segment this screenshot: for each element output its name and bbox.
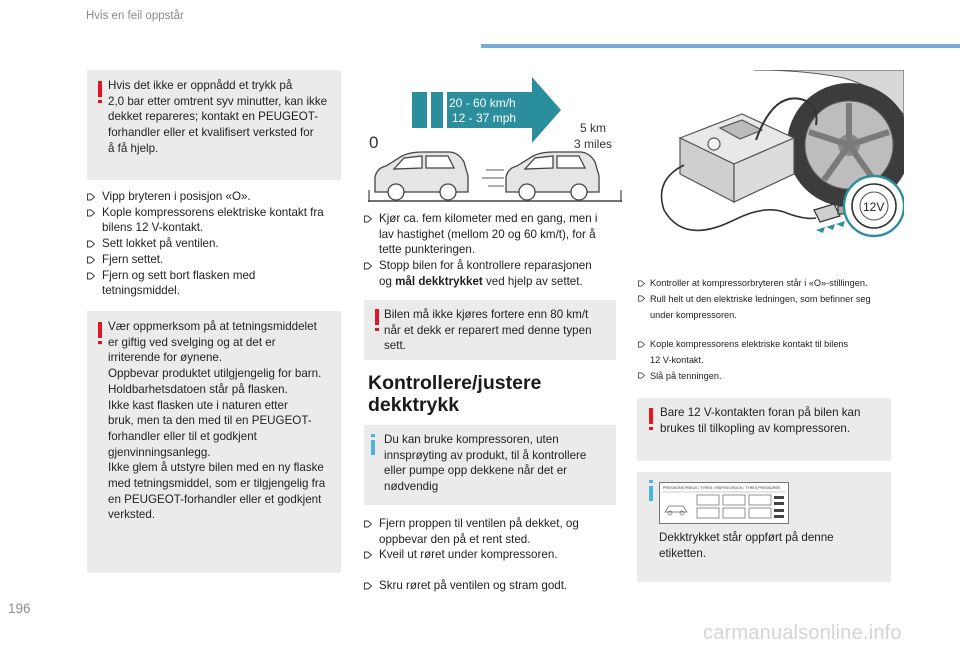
speed-stripe-1 [412, 92, 427, 128]
bullet-arrow-icon [638, 341, 645, 348]
text-line: Hvis det ikke er oppnådd et trykk på [108, 79, 293, 92]
speed-lines-icon [482, 170, 504, 186]
step-line: Slå på tenningen. [650, 370, 722, 381]
text-line: irriterende for øynene. [108, 351, 223, 365]
info-label-text [659, 530, 834, 561]
start-label: 0 [369, 133, 379, 152]
step-line: Fjern settet. [102, 252, 164, 266]
text-line: innsprøyting av produkt, til å kontrollere [384, 448, 587, 462]
valve-steps-list [364, 516, 579, 563]
screw-steps-list [364, 578, 567, 594]
text-line: med tetningsmiddel, som er tilgjengelig fra [108, 477, 326, 491]
text-line: forhandler eller til et godkjent [108, 429, 257, 443]
tyre-pressure-label-image [659, 482, 789, 524]
warning-box-sealant [87, 311, 341, 573]
speed-kmh-label: 20 - 60 km/h [449, 96, 516, 110]
step-line: Stopp bilen for å kontrollere reparasjonen [379, 259, 592, 273]
compressor-unit-icon [680, 114, 794, 202]
step-line: Fjern proppen til ventilen på dekket, og [379, 517, 579, 530]
speed-distance-diagram [364, 72, 626, 212]
info-icon [649, 486, 653, 501]
bullet-arrow-icon [87, 272, 95, 280]
socket-12v-icon [844, 176, 904, 236]
text-line: Du kan bruke kompressoren, uten [384, 433, 559, 446]
warning-sealant-text [108, 319, 325, 523]
step-item [638, 292, 871, 324]
distance-km-label: 5 km [580, 121, 607, 135]
bullet-arrow-icon [638, 280, 645, 287]
step-line: 12 V-kontakt. [650, 354, 704, 365]
step-item [364, 547, 579, 563]
step-line: tette punkteringen. [379, 243, 476, 257]
warning-box-speed [364, 300, 616, 360]
text-line: 2,0 bar etter omtrent syv minutter, kan ikke [108, 94, 328, 108]
bullet-arrow-icon [87, 240, 95, 248]
bullet-arrow-icon [364, 262, 372, 270]
text-line: bruk, men ta den med til en PEUGEOT- [108, 414, 312, 428]
step-line: Kople kompressorens elektriske kontakt fra [102, 205, 324, 219]
step-line: Skru røret på ventilen og stram godt. [379, 579, 568, 592]
section-title-tyre-pressure [368, 372, 541, 416]
bullet-arrow-icon [87, 256, 95, 264]
step-item [87, 252, 324, 268]
text-line: sett. [384, 339, 406, 353]
text-line: dekket repareres; kontakt en PEUGEOT- [108, 110, 319, 124]
text-line: Ikke glem å utstyre bilen med en ny flaske [108, 461, 324, 475]
text-line: å få hjelp. [108, 141, 159, 155]
warning-12v-text [660, 405, 860, 436]
text-line: etiketten. [659, 546, 707, 560]
step-item [364, 258, 597, 289]
bullet-arrow-icon [87, 193, 95, 201]
text-line: når et dekk er reparert med denne typen [384, 323, 592, 337]
bullet-arrow-icon [87, 209, 95, 217]
info-icon [371, 440, 375, 455]
warning-box-12v [637, 398, 891, 461]
step-line: Kontroller at kompressorbryteren står i «O»-stillingen. [650, 278, 868, 288]
step-line: bilens 12 V-kontakt. [102, 221, 204, 235]
warning-speed-text [384, 307, 592, 354]
socket-label: 12V [863, 200, 885, 214]
text-line: er giftig ved svelging og at det er [108, 335, 276, 349]
right-steps-list-b [638, 337, 848, 384]
label-heading: PRESSIONS PNEUS / TYRES / REIFEN DRUCK / TYRES PRESSURES [663, 486, 781, 490]
step-line: Vipp bryteren i posisjon «O». [102, 190, 251, 203]
step-item [87, 189, 324, 205]
text-line: Bilen må ikke kjøres fortere enn 80 km/t [384, 308, 589, 321]
text-line: en PEUGEOT-forhandler eller et godkjent [108, 492, 322, 506]
text-line: Dekktrykket står oppført på denne [659, 531, 834, 544]
watermark: carmanualsonline.info [703, 622, 902, 644]
speed-arrow [447, 77, 561, 143]
page-number: 196 [8, 601, 31, 616]
step-item [87, 268, 324, 299]
step-item [364, 516, 579, 547]
info-compressor-text [384, 432, 586, 495]
car-start-icon [375, 152, 468, 200]
text-line: Oppbevar produktet utilgjengelig for barn. [108, 367, 322, 381]
text-line: Holdbarhetsdatoen står på flasken. [108, 382, 288, 396]
info-box-compressor [364, 425, 616, 505]
step-line: Kople kompressorens elektriske kontakt til bilens [650, 339, 849, 349]
right-steps-list-a [638, 276, 871, 323]
warning-icon [98, 322, 102, 338]
step-item [364, 578, 567, 594]
step-line: Sett lokket på ventilen. [102, 237, 219, 251]
bold-phrase: mål dekktrykket [395, 274, 483, 288]
text-line: gjenvinningsanlegg. [108, 445, 211, 459]
step-line: Kjør ca. fem kilometer med en gang, men i [379, 212, 598, 225]
step-line: og mål dekktrykket ved hjelp av settet. [379, 274, 583, 288]
step-item [638, 369, 848, 385]
step-item [638, 276, 871, 292]
text-line: eller pumpe opp dekkene når det er [384, 464, 568, 478]
step-line: lav hastighet (mellom 20 og 60 km/t), for å [379, 227, 596, 241]
text-line: dekktrykk [368, 394, 460, 416]
plug-icon [814, 204, 846, 222]
text-line: Kontrollere/justere [368, 372, 542, 394]
step-line: oppbevar den på et rent sted. [379, 532, 531, 546]
text-line: Bare 12 V-kontakten foran på bilen kan [660, 406, 861, 419]
left-steps-list [87, 189, 324, 299]
speed-stripe-2 [431, 92, 443, 128]
motion-arrows-icon [816, 221, 845, 233]
bullet-arrow-icon [364, 215, 372, 223]
step-line: under kompressoren. [650, 309, 737, 320]
text-line: nødvendig [384, 480, 439, 494]
info-box-label [637, 472, 891, 582]
step-line: Kveil ut røret under kompressoren. [379, 548, 558, 562]
step-item [638, 337, 848, 369]
compressor-illustration [644, 70, 904, 250]
warning-box-pressure [87, 70, 341, 180]
step-item [364, 211, 597, 258]
step-item [87, 205, 324, 236]
header-accent-bar [481, 44, 960, 48]
step-line: tetningsmiddel. [102, 284, 180, 298]
text-line: brukes til tilkopling av kompressoren. [660, 421, 851, 435]
text-line: Vær oppmerksom på at tetningsmiddelet [108, 320, 317, 333]
step-line: Fjern og sett bort flasken med [102, 268, 256, 282]
bullet-arrow-icon [638, 295, 645, 302]
speed-mph-label: 12 - 37 mph [452, 111, 517, 125]
car-moving-icon [506, 152, 599, 200]
warning-pressure-text [108, 78, 327, 157]
warning-icon [98, 81, 102, 97]
header-section-title: Hvis en feil oppstår [86, 10, 184, 22]
distance-miles-label: 3 miles [574, 137, 613, 151]
bullet-arrow-icon [364, 551, 372, 559]
drive-steps-list [364, 211, 597, 290]
step-item [87, 236, 324, 252]
bullet-arrow-icon [364, 582, 372, 590]
bullet-arrow-icon [364, 520, 372, 528]
text-line: forhandler eller et kvalifisert verksted for [108, 126, 314, 140]
warning-icon [375, 309, 379, 325]
text-line: verksted. [108, 508, 156, 522]
warning-icon [649, 408, 653, 424]
step-line: Rull helt ut den elektriske ledningen, som befinner seg [650, 293, 871, 304]
bullet-arrow-icon [638, 372, 645, 379]
text-line: Ikke kast flasken ute i naturen etter [108, 398, 288, 412]
